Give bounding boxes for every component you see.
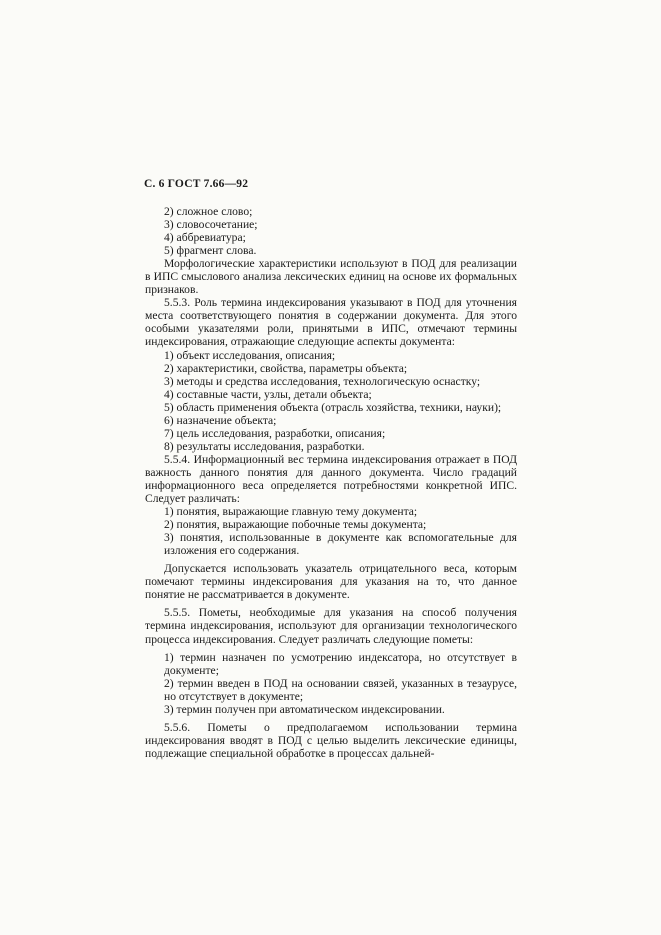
paragraph: 5.5.4. Информационный вес термина индексирования отражает в ПОД важность данного понятия для данного документа. Число градаций информационного веса определяется потребностями конкретной ИПС. Следует различать: [145, 452, 517, 506]
list-item: 2) характеристики, свойства, параметры объекта; [164, 361, 408, 375]
list-item: 4) составные части, узлы, детали объекта; [164, 387, 372, 401]
list-item: 6) назначение объекта; [164, 413, 277, 427]
list-item: 3) методы и средства исследования, технологическую оснастку; [164, 374, 481, 388]
document-body [145, 205, 517, 760]
list-item: 4) аббревиатура; [164, 231, 246, 245]
paragraph: 5.5.6. Пометы о предполагаемом использовании термина индексирования вводят в ПОД с целью выделить лексические единицы, подлежащие специальной обработке в процессах дальней- [145, 720, 517, 760]
page-header: С. 6 ГОСТ 7.66—92 [144, 178, 249, 190]
list-item: 5) фрагмент слова. [164, 244, 257, 258]
paragraph: Допускается использовать указатель отрицательного веса, которым помечают термины индексирования для указания на то, что данное понятие не рассматривается в документе. [145, 562, 517, 602]
list-item: 2) понятия, выражающие побочные темы документа; [164, 518, 427, 532]
list-item: 2) термин введен в ПОД на основании связей, указанных в тезаурусе, но отсутствует в документе; [164, 676, 517, 703]
list-item: 3) словосочетание; [164, 218, 258, 232]
paragraph: 5.5.3. Роль термина индексирования указывают в ПОД для уточнения места соответствующего понятия в содержании документа. Для этого особыми указателями роли, принятыми в ИПС, отмечают термины индексирования, отражающие следующие аспекты документа: [145, 296, 517, 349]
list-item: 8) результаты исследования, разработки. [164, 439, 365, 453]
list-item: 1) объект исследования, описания; [164, 348, 336, 362]
list-item: 3) термин получен при автоматическом индексировании. [164, 702, 445, 716]
list-item: 1) термин назначен по усмотрению индексатора, но отсутствует в документе; [164, 650, 517, 677]
list-item: 1) понятия, выражающие главную тему документа; [164, 505, 418, 519]
list-item: 5) область применения объекта (отрасль хозяйства, техники, науки); [164, 400, 502, 414]
list-item: 3) понятия, использованные в документе как вспомогательные для изложения его содержания. [164, 531, 517, 558]
list-item: 7) цель исследования, разработки, описания; [164, 426, 386, 440]
paragraph: 5.5.5. Пометы, необходимые для указания на способ получения термина индексирования, используют для организации технологического процесса индексирования. Следует различать следующие пометы: [145, 606, 517, 646]
list-item: 2) сложное слово; [164, 205, 253, 218]
paragraph: Морфологические характеристики используют в ПОД для реализации в ИПС смыслового анализа лексических единиц на основе их формальных признаков. [145, 257, 517, 297]
